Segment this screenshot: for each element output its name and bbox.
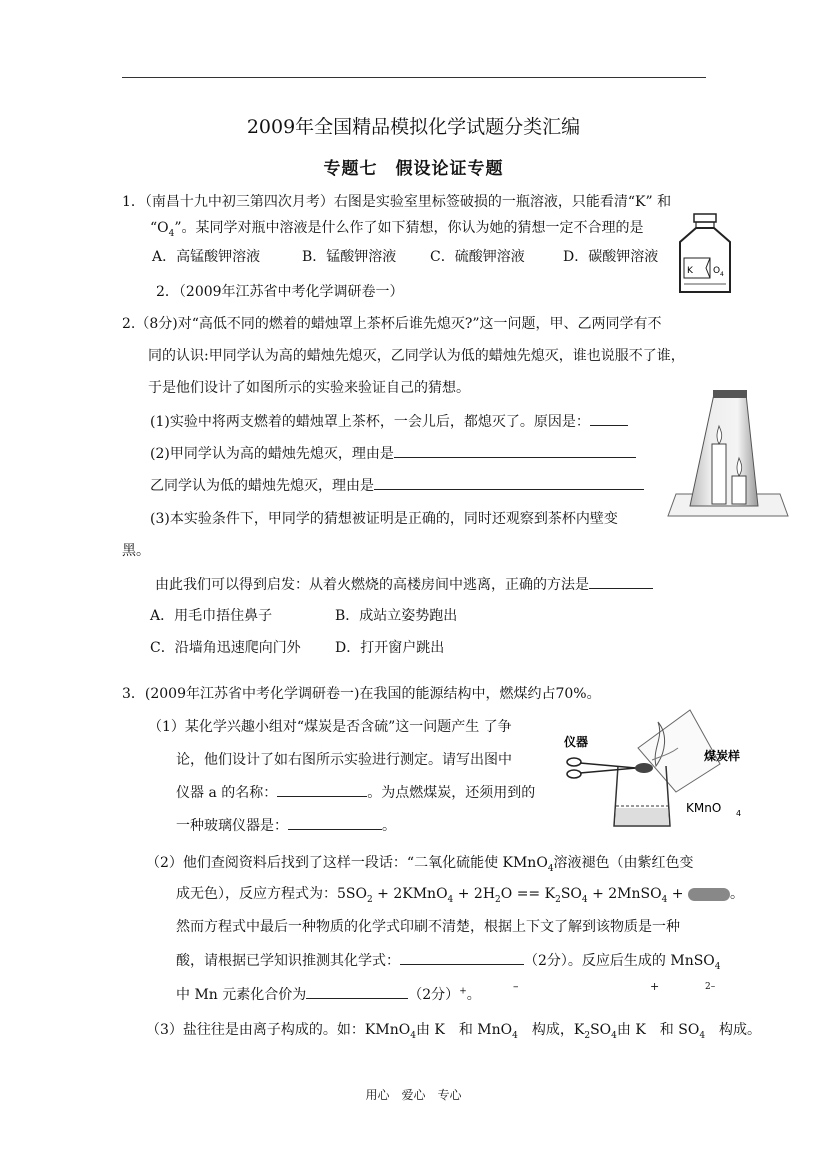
q3-part3: （3）盐往往是由离子构成的。如：KMnO$_4$由 K 和 MnO$_4$ 构成，$K_2SO_4$由 K 和 $SO_4$ 构成。 — [146, 1022, 762, 1041]
q2-line1: 2.（8分)对“高低不同的燃着的蜡烛罩上茶杯后谁先熄灭?”这一问题，甲、乙两同学有不 — [122, 316, 662, 332]
q1-line2: “$O_4$”。某同学对瓶中溶液是什么作了如下猜想，你认为她的猜想一定不合理的是 — [150, 220, 644, 239]
q3-valence-blank[interactable] — [306, 984, 408, 999]
candle-cup-figure — [664, 388, 790, 524]
float-2minus-sign: 2– — [705, 982, 716, 992]
apparatus-label-kmno4: KMnO — [686, 801, 722, 815]
q2-option-a: A．用毛巾捂住鼻子 — [150, 608, 273, 624]
q2-part4: 由此我们可以得到启发：从着火燃烧的高楼房间中逃离，正确的方法是 — [155, 574, 653, 594]
q3-equation: 成无色），反应方程式为：$5SO_2$ + 2KMnO$_4$ + $2H_2O == K_2SO_4$ + 2MnSO$_4$ + 。 — [176, 886, 744, 905]
q3-glassware-blank[interactable] — [288, 815, 382, 830]
apparatus-label-kmno4-sub: 4 — [736, 809, 742, 818]
page-footer: 用心 爱心 专心 — [365, 1088, 462, 1102]
q2-part2-blank[interactable] — [394, 443, 636, 458]
q2-part2b-blank[interactable] — [374, 475, 644, 490]
smudged-formula — [688, 888, 730, 901]
bottle-label-k: K — [687, 266, 693, 276]
q3-part1c: 仪器 a 的名称： 。为点燃煤炭，还须用到的 — [176, 782, 535, 802]
document-title: 2009年全国精品模拟化学试题分类汇编 — [246, 116, 581, 138]
q2-part1-blank[interactable] — [590, 411, 628, 426]
header-rule — [122, 77, 706, 78]
q2-part2b: 乙同学认为低的蜡烛先熄灭，理由是 — [150, 475, 644, 495]
apparatus-label-instrument: 仪器 — [564, 735, 589, 749]
q3-instrument-blank[interactable] — [277, 782, 367, 797]
q3-part2d: 酸，请根据已学知识推测其化学式： （2分）。反应后生成的 MnSO$_4$ — [176, 950, 721, 972]
q2-part1: (1)实验中将两支燃着的蜡烛罩上茶杯，一会儿后，都熄灭了。原因是： — [150, 411, 628, 431]
q1-option-b: B．锰酸钾溶液 — [302, 249, 397, 265]
coal-sulfur-apparatus-figure — [556, 708, 756, 834]
q2-option-b: B．成站立姿势跑出 — [335, 608, 458, 624]
q2-line3: 于是他们设计了如图所示的实验来验证自己的猜想。 — [148, 380, 470, 396]
bottle-label-o: O — [713, 266, 721, 276]
reagent-bottle-figure — [676, 212, 734, 298]
q2-reference: 2．（2009年江苏省中考化学调研卷一） — [156, 284, 404, 300]
q3-part1d: 一种玻璃仪器是： 。 — [176, 815, 396, 835]
q2-option-d: D．打开窗户跳出 — [335, 640, 445, 656]
float-minus-sign: – — [513, 980, 519, 993]
q3-part1b: 论，他们设计了如右图所示实验进行测定。请写出图中 — [176, 752, 512, 768]
q3-acid-formula-blank[interactable] — [400, 950, 524, 965]
float-plus-sign: + — [650, 980, 660, 993]
q2-option-c: C．沿墙角迅速爬向门外 — [150, 640, 301, 656]
q3-line1: 3．(2009年江苏省中考化学调研卷一)在我国的能源结构中，燃煤约占70%。 — [122, 686, 601, 702]
bottle-label-sub: 4 — [720, 271, 724, 278]
q1-option-a: A．高锰酸钾溶液 — [152, 249, 261, 265]
q2-line2: 同的认识:甲同学认为高的蜡烛先熄灭，乙同学认为低的蜡烛先熄灭，谁也说服不了谁， — [148, 348, 685, 364]
q3-part1a: （1）某化学兴趣小组对“煤炭是否含硫”这一问题产生 了争 — [148, 719, 512, 735]
q2-part4-blank[interactable] — [589, 574, 653, 589]
q3-part2a: （2）他们查阅资料后找到了这样一段话：“二氧化硫能使 KMnO$_4$溶液褪色（由紫红色变 — [146, 855, 694, 874]
q2-part3: (3)本实验条件下，甲同学的猜想被证明是正确的，同时还观察到茶杯内壁变 — [150, 511, 618, 527]
q2-part3b: 黑。 — [122, 543, 150, 559]
apparatus-label-sample: 煤炭样 — [704, 749, 741, 763]
q3-part2e: 中 Mn 元素化合价为 （2分）+。 — [176, 984, 481, 1004]
q1-line1: 1．（南昌十九中初三第四次月考）右图是实验室里标签破损的一瓶溶液，只能看清“K” 和 — [122, 194, 672, 210]
q3-part2c: 然而方程式中最后一种物质的化学式印刷不清楚，根据上下文了解到该物质是一种 — [176, 919, 680, 935]
q2-part2: (2)甲同学认为高的蜡烛先熄灭，理由是 — [150, 443, 636, 463]
q1-option-c: C．硫酸钾溶液 — [430, 249, 525, 265]
section-subtitle: 专题七 假设论证专题 — [323, 159, 504, 179]
q1-option-d: D．碳酸钾溶液 — [563, 249, 659, 265]
